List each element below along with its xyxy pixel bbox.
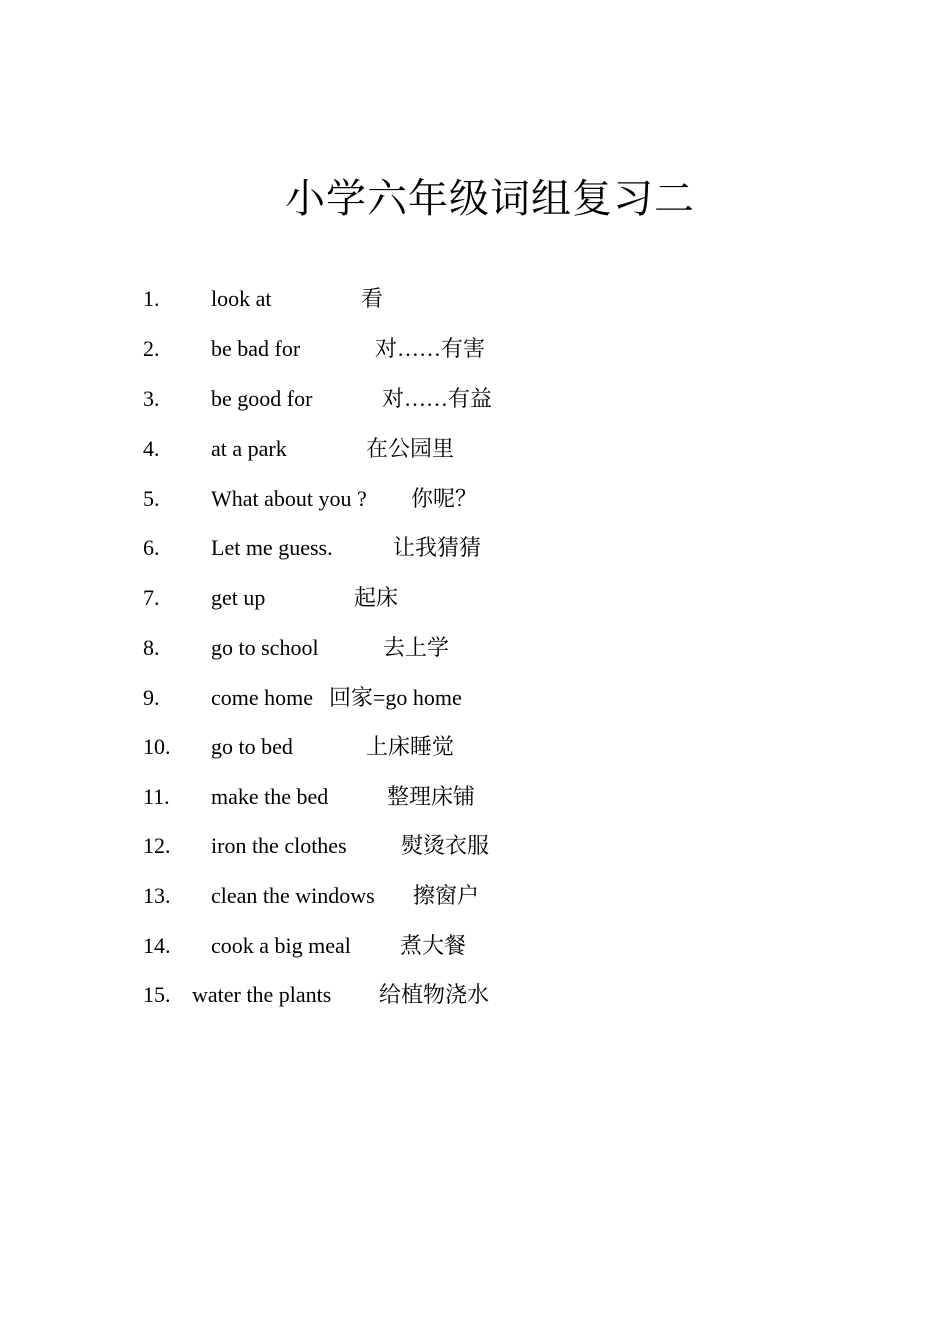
- item-english: be bad for: [211, 336, 301, 361]
- item-number: 13.: [143, 883, 171, 908]
- item-english: go to bed: [211, 734, 293, 759]
- item-english: at a park: [211, 436, 287, 461]
- item-english: go to school: [211, 635, 319, 660]
- page-title: 小学六年级词组复习二: [285, 176, 695, 222]
- item-number: 1.: [143, 286, 160, 311]
- item-number: 7.: [143, 585, 160, 610]
- item-english: cook a big meal: [211, 933, 351, 958]
- item-english: clean the windows: [211, 883, 375, 908]
- item-english: Let me guess.: [211, 535, 333, 560]
- item-english: come home: [211, 685, 314, 710]
- item-number: 10.: [143, 734, 171, 759]
- item-english: iron the clothes: [211, 833, 347, 858]
- item-number: 14.: [143, 933, 171, 958]
- item-chinese: 起床: [354, 585, 399, 610]
- item-chinese: 在公园里: [366, 436, 455, 461]
- item-english: get up: [211, 585, 266, 610]
- item-chinese: 熨烫衣服: [401, 833, 490, 858]
- item-number: 5.: [143, 486, 160, 511]
- item-chinese: 对……有益: [382, 386, 493, 411]
- item-english: be good for: [211, 386, 313, 411]
- item-chinese: 擦窗户: [413, 883, 480, 908]
- item-chinese: 整理床铺: [387, 784, 476, 809]
- item-english: water the plants: [192, 982, 332, 1007]
- item-english: make the bed: [211, 784, 329, 809]
- item-chinese: 给植物浇水: [379, 982, 490, 1007]
- item-chinese: 对……有害: [375, 336, 486, 361]
- item-number: 12.: [143, 833, 171, 858]
- item-number: 6.: [143, 535, 160, 560]
- item-english: look at: [211, 286, 272, 311]
- item-chinese: 上床睡觉: [366, 734, 455, 759]
- item-number: 9.: [143, 685, 160, 710]
- item-chinese: 让我猜猜: [393, 535, 482, 560]
- item-chinese: 煮大餐: [400, 933, 467, 958]
- item-number: 4.: [143, 436, 160, 461]
- item-number: 3.: [143, 386, 160, 411]
- item-chinese: 看: [361, 286, 384, 311]
- item-number: 11.: [143, 784, 170, 809]
- item-english: What about you ?: [211, 486, 367, 511]
- item-number: 2.: [143, 336, 160, 361]
- item-number: 8.: [143, 635, 160, 660]
- item-chinese: 去上学: [383, 635, 450, 660]
- item-chinese: 你呢？: [411, 486, 478, 511]
- item-chinese: 回家=go home: [329, 685, 462, 710]
- item-number: 15.: [143, 982, 171, 1007]
